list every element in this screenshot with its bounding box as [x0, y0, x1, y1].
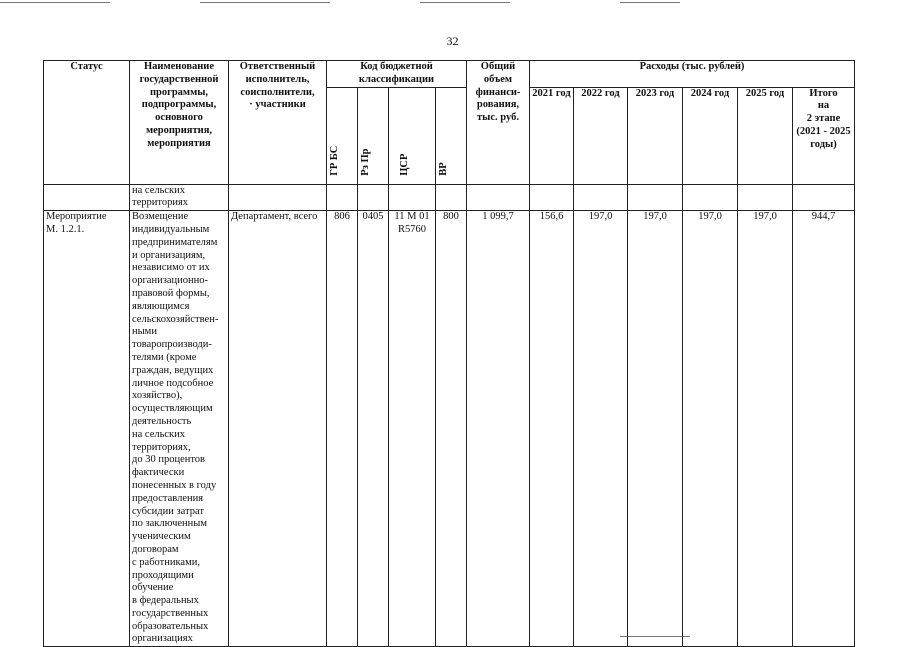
event-total-funding: 1 099,7 [467, 211, 530, 647]
header-status: Статус [44, 61, 130, 185]
header-stage-total: Итого на 2 этапе (2021 - 2025 годы) [793, 87, 855, 184]
header-total-funding: Общий объем финанси- рования, тыс. руб. [467, 61, 530, 185]
event-status: Мероприятие М. 1.2.1. [44, 211, 130, 647]
header-rzpr [358, 87, 389, 184]
continuation-2025 [738, 184, 793, 211]
continuation-grbs [327, 184, 358, 211]
header-row-1 [44, 61, 855, 88]
header-csr-text: ЦСР [399, 153, 411, 176]
continuation-2021 [530, 184, 574, 211]
event-2025-value: 197,0 [738, 211, 793, 647]
event-rzpr: 0405 [358, 211, 389, 647]
page-number: 32 [446, 34, 459, 48]
budget-table [43, 60, 855, 647]
continuation-stage-total [793, 184, 855, 211]
header-vr-text: ВР [438, 162, 450, 176]
continuation-program-name: на сельских территориях [130, 184, 229, 211]
event-csr: 11 М 01 R5760 [389, 211, 436, 647]
continuation-total [467, 184, 530, 211]
header-expenses: Расходы (тыс. рублей) [530, 61, 855, 88]
top-scan-line-center [420, 2, 510, 3]
event-2022-value: 197,0 [574, 211, 628, 647]
continuation-executor [229, 184, 327, 211]
event-executor: Департамент, всего [229, 211, 327, 647]
event-2023-value: 197,0 [628, 211, 683, 647]
header-csr [389, 87, 436, 184]
header-year-2023: 2023 год [628, 87, 683, 184]
top-scan-line-right [620, 2, 680, 3]
top-scan-line-middle [200, 2, 330, 3]
header-year-2021: 2021 год [530, 87, 574, 184]
event-vr: 800 [436, 211, 467, 647]
header-program-name: Наименование государственной программы, подпрограммы, основного мероприятия, мероприятия [130, 61, 229, 185]
header-year-2025: 2025 год [738, 87, 793, 184]
header-rzpr-text: Рз Пр [360, 148, 372, 176]
continuation-status [44, 184, 130, 211]
event-grbs: 806 [327, 211, 358, 647]
header-vr [436, 87, 467, 184]
header-grbs [327, 87, 358, 184]
continuation-rzpr [358, 184, 389, 211]
continuation-vr [436, 184, 467, 211]
header-year-2024: 2024 год [683, 87, 738, 184]
continuation-row [44, 184, 855, 211]
event-stage-total-value: 944,7 [793, 211, 855, 647]
event-2024-value: 197,0 [683, 211, 738, 647]
continuation-csr [389, 184, 436, 211]
header-grbs-text: ГР БС [329, 145, 341, 176]
continuation-2024 [683, 184, 738, 211]
event-row [44, 211, 855, 647]
event-2021-value: 156,6 [530, 211, 574, 647]
top-scan-line-left [0, 2, 110, 3]
continuation-2023 [628, 184, 683, 211]
header-executor: Ответственный исполнитель, соисполнители, · участники [229, 61, 327, 185]
continuation-2022 [574, 184, 628, 211]
header-budget-code: Код бюджетной классификации [327, 61, 467, 88]
event-program-name: Возмещение индивидуальным предпринимателям и организациям, независимо от их организационно- правовой формы, являющимся сельскохозяйствен- ными товаропроизводи- телями (кроме граждан, ведущих личное подсобное хозяйство), осуществляющим деятельность на сельских территориях, до 30 процентов фактически понесенных в году предоставления субсидии затрат по заключенным ученическим договорам с работниками, проходящими обучение в федеральных государственных образовательных организациях [130, 211, 229, 647]
header-year-2022: 2022 год [574, 87, 628, 184]
